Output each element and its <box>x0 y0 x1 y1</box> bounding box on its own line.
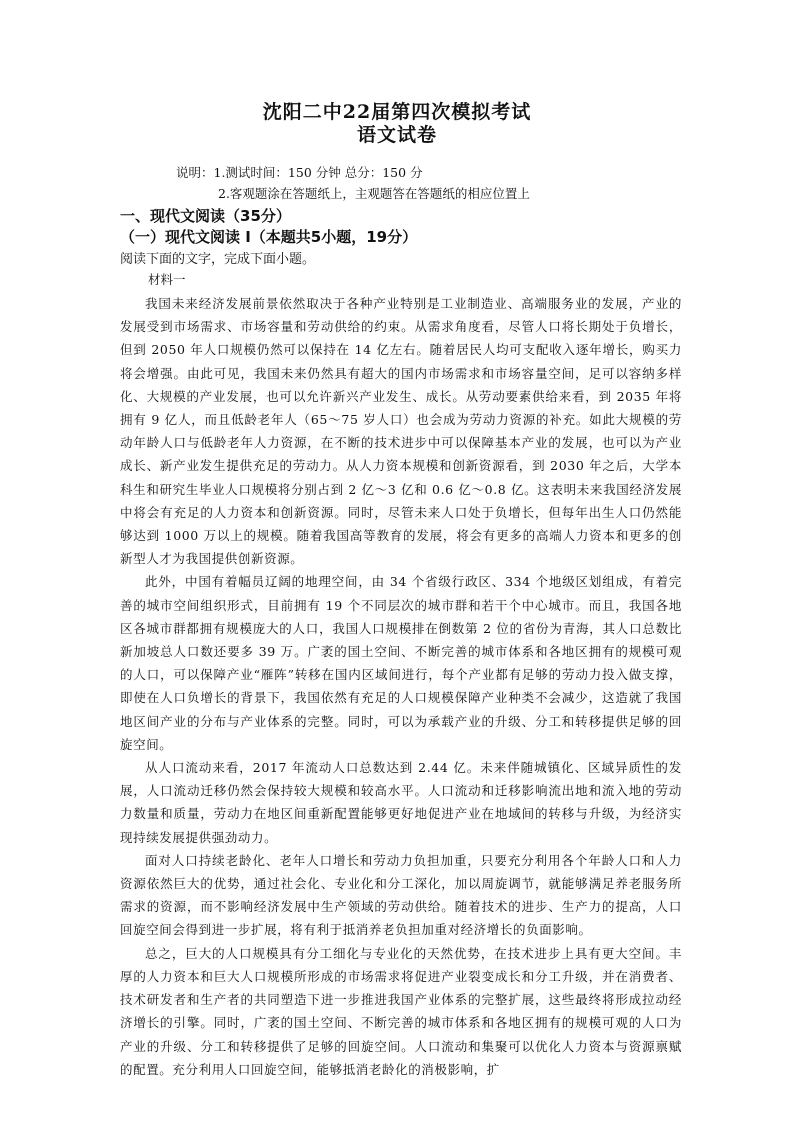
exam-title: 沈阳二中22届第四次模拟考试 <box>262 101 532 123</box>
section-heading: 一、现代文阅读（35分） <box>120 207 291 225</box>
instructions-line-1: 说明：1.测试时间：150 分钟 总分：150 分 <box>176 165 423 180</box>
instructions-line-2: 2.客观题涂在答题纸上，主观题答在答题纸的相应位置上 <box>218 186 530 201</box>
paragraph: 此外，中国有着幅员辽阔的地理空间，由 34 个省级行政区、334 个地级区划组成，有着完善的城市空间组织形式，目前拥有 19 个不同层次的城市群和若干个中心城市。而且，我国各地区各城市群都拥有规模庞大的人口，我国人口规模排在倒数第 2 位的省份为青海，其人口总数比新加坡总人口数还要多 39 万。广袤的国土空间、不断完善的城市体系和各地区拥有的规模可观的人口，可以保障产业“雁阵”转移在国内区域间进行，每个产业都有足够的劳动力投入做支撑，即使在人口负增长的背景下，我国依然有充足的人口规模保障产业种类不会减少，这造就了我国地区间产业的分布与产业体系的完整。同时，可以为承载产业的升级、分工和转移提供足够的回旋空间。 <box>120 574 682 752</box>
paragraph: 总之，巨大的人口规模具有分工细化与专业化的天然优势，在技术进步上具有更大空间。丰厚的人力资本和巨大人口规模所形成的市场需求将促进产业裂变成长和分工升级，并在消费者、技术研发者和生产者的共同塑造下进一步推进我国产业体系的完整扩展，这些最终将形成拉动经济增长的引擎。同时，广袤的国土空间、不断完善的城市体系和各地区拥有的规模可观的人口为产业的升级、分工和转移提供了足够的回旋空间。人口流动和集聚可以优化人力资本与资源禀赋的配置。充分利用人口回旋空间，能够抵消老龄化的消极影响，扩 <box>120 945 682 1077</box>
reading-instruction: 阅读下面的文字，完成下面小题。 <box>120 252 316 267</box>
paragraph: 面对人口持续老龄化、老年人口增长和劳动力负担加重，只要充分利用各个年龄人口和人力资源依然巨大的优势，通过社会化、专业化和分工深化，加以周旋调节，就能够满足养老服务所需求的资源，而不影响经济发展中生产领域的劳动供给。随着技术的进步、生产力的提高，人口回旋空间会得到进一步扩展，将有利于抵消养老负担加重对经济增长的负面影响。 <box>120 852 682 938</box>
subsection-heading: （一）现代文阅读 I（本题共5小题，19分） <box>120 228 418 246</box>
material-label: 材料一 <box>148 272 186 287</box>
paragraph: 从人口流动来看，2017 年流动人口总数达到 2.44 亿。未来伴随城镇化、区域异质性的发展，人口流动迁移仍然会保持较大规模和较高水平。人口流动和迁移影响流出地和流入地的劳动力数量和质量，劳动力在地区间重新配置能够更好地促进产业在地域间的转移与升级，为经济实现持续发展提供强劲动力。 <box>120 760 682 845</box>
paragraph: 我国未来经济发展前景依然取决于各种产业特别是工业制造业、高端服务业的发展，产业的发展受到市场需求、市场容量和劳动供给的约束。从需求角度看，尽管人口将长期处于负增长，但到 2050 年人口规模仍然可以保持在 14 亿左右。随着居民人均可支配收入逐年增长，购买力将会增强。由此可见，我国未来仍然具有超大的国内市场需求和市场容量空间，足可以容纳多样化、大规模的产业发展，也可以允许新兴产业发生、成长。从劳动要素供给来看，到 2035 年将拥有 9 亿人，而且低龄老年人（65～75 岁人口）也会成为劳动力资源的补充。如此大规模的劳动年龄人口与低龄老年人力资源，在不断的技术进步中可以保障基本产业的发展，也可以为产业成长、新产业发生提供充足的劳动力。从人力资本规模和创新资源看，到 2030 年之后，大学本科生和研究生毕业人口规模将分别占到 2 亿～3 亿和 0.6 亿～0.8 亿。这表明未来我国经济发展中将会有充足的人力资本和创新资源。同时，尽管未来人口处于负增长，但每年出生人口仍然能够达到 1000 万以上的规模。随着我国高等教育的发展，将会有更多的高端人力资本和更多的创新型人才为我国提供创新资源。 <box>120 296 682 567</box>
exam-subtitle: 语文试卷 <box>356 124 437 146</box>
passage-body <box>120 292 682 1081</box>
